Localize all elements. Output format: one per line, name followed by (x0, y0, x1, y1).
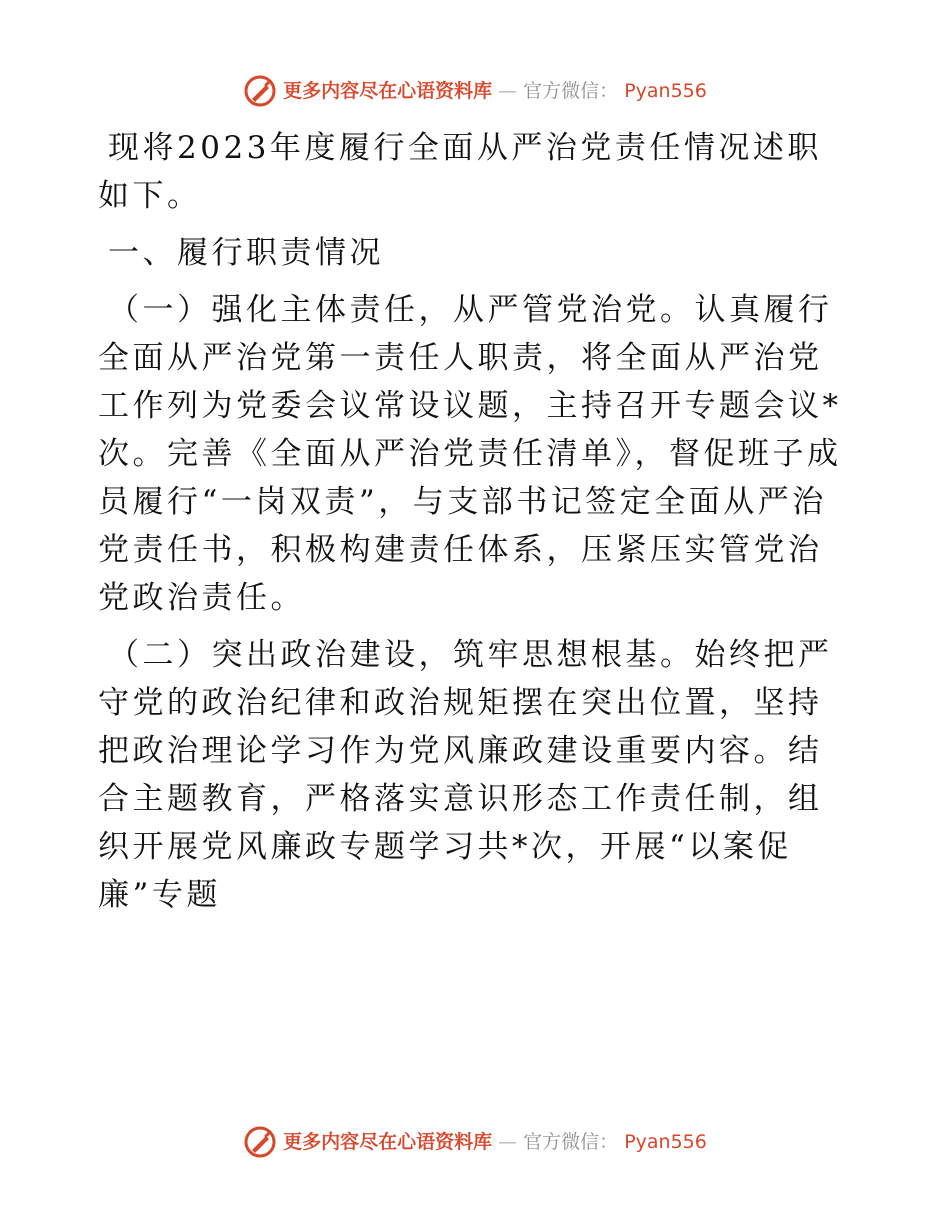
intro-paragraph: 现将2023年度履行全面从严治党责任情况述职如下。 (98, 130, 822, 214)
watermark-separator: — (498, 80, 518, 102)
header-watermark (0, 74, 950, 108)
pen-seal-logo-icon (243, 1125, 277, 1159)
paragraph-1: （一）强化主体责任，从严管党治党。认真履行全面从严治党第一责任人职责，将全面从严治党工作列为党委会议常设议题，主持召开专题会议*次。完善《全面从严治党责任清单》，督促班子成员履行“一岗双责”，与支部书记签定全面从严治党责任书，积极构建责任体系，压紧压实管党治党政治责任。 (98, 292, 842, 616)
watermark-id: Pyan556 (624, 1131, 707, 1153)
watermark-main-text: 更多内容尽在心语资料库 (283, 1131, 493, 1153)
watermark-label: 官方微信： (523, 1131, 619, 1153)
footer-watermark (0, 1125, 950, 1159)
pen-seal-logo-icon (243, 74, 277, 108)
watermark-separator: — (498, 1131, 518, 1153)
document-body (98, 124, 854, 919)
watermark-label: 官方微信： (523, 80, 619, 102)
watermark-main-text: 更多内容尽在心语资料库 (283, 80, 493, 102)
watermark-id: Pyan556 (624, 80, 707, 102)
paragraph-2: （二）突出政治建设，筑牢思想根基。始终把严守党的政治纪律和政治规矩摆在突出位置，坚持把政治理论学习作为党风廉政建设重要内容。结合主题教育，严格落实意识形态工作责任制，组织开展党风廉政专题学习共*次，开展“以案促廉”专题 (98, 637, 833, 913)
section-heading-1: 一、履行职责情况 (108, 235, 384, 271)
